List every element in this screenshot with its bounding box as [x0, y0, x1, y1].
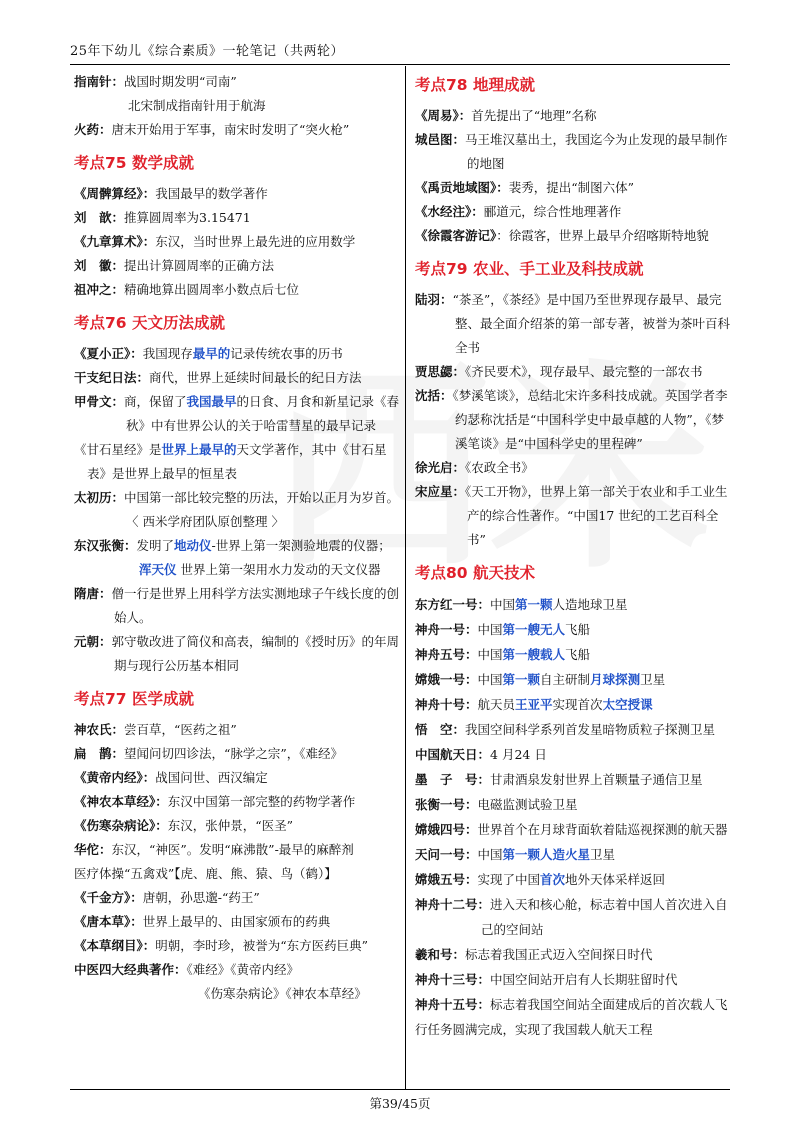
desc: 中国 [477, 847, 503, 862]
list-item [74, 182, 400, 206]
term: 太初历： [74, 490, 125, 505]
desc: 世界上第一架用水力发动的天文仪器 [176, 562, 381, 577]
desc: 我国最早的数学著作 [155, 186, 268, 201]
desc: 中国空间站开启有人长期驻留时代 [490, 972, 678, 987]
desc: 中国 [477, 622, 503, 637]
desc: 战国问世、西汉编定 [155, 770, 268, 785]
list-item [74, 718, 400, 742]
term: 《徐霞客游记》 [415, 228, 497, 243]
entry-compass [74, 70, 400, 118]
desc: 我国现存 [142, 346, 193, 361]
list-item [74, 766, 400, 790]
desc: 中国 [477, 647, 503, 662]
list-item [74, 910, 400, 934]
desc: 《农政全书》 [465, 460, 534, 475]
desc: 是 [149, 442, 162, 457]
list-item [415, 592, 730, 617]
term: 指南针： [74, 74, 125, 89]
list-item [74, 630, 400, 678]
term: 墨 子 号： [415, 772, 491, 787]
desc: 卫星 [640, 672, 666, 687]
term: 神农氏： [74, 722, 125, 737]
list-item [415, 817, 730, 842]
list-item [74, 534, 400, 582]
desc: 郭守敬改进了简仪和高表，编制的《授时历》的年周期与现行公历基本相同 [111, 634, 400, 673]
desc: 电磁监测试验卫星 [477, 797, 578, 812]
page-header: 25年下幼儿《综合素质》一轮笔记（共两轮） [70, 44, 345, 59]
term: 《周易》： [415, 108, 472, 123]
list-item [415, 617, 730, 642]
term: 嫦娥五号： [415, 872, 478, 887]
highlight: 浑天仪 [139, 562, 177, 577]
list-item [74, 206, 400, 230]
desc: 标志着我国正式迈入空间探日时代 [465, 947, 653, 962]
list-item [415, 104, 730, 128]
desc: 标志着我国空间站全面建成后的首次载人飞行任务圆满完成，实现了我国载人航天工程 [415, 997, 728, 1037]
desc: 飞船 [565, 647, 591, 662]
list-item [415, 480, 730, 552]
section-heading-77: 考点77 医学成就 [74, 690, 194, 708]
desc: 战国时期发明“司南” [124, 74, 237, 89]
highlight: 第一颗 [502, 672, 541, 687]
list-item [415, 842, 730, 867]
list-item [415, 384, 730, 456]
term: 神舟十二号： [415, 897, 491, 912]
desc: 我国空间科学系列首发星暗物质粒子探测卫星 [465, 722, 716, 737]
desc: 实现了中国 [477, 872, 541, 887]
list-item [415, 942, 730, 967]
highlight: 太空授课 [602, 697, 653, 712]
term: 元朝： [74, 634, 112, 649]
term: 《九章算术》： [74, 234, 156, 249]
term: 神舟五号： [415, 647, 478, 662]
term: 神舟十号： [415, 697, 478, 712]
list-item [415, 717, 730, 742]
desc: 飞船 [565, 622, 591, 637]
list-item [74, 342, 400, 366]
term: 甲骨文： [74, 394, 125, 409]
desc: 《齐民要术》，现存最早、最完整的一部农书 [465, 364, 703, 379]
list-item [74, 438, 400, 486]
term: 沈括： [415, 388, 453, 403]
desc: 的日食、月食和新星记录《春秋》中有世界公认的关于哈雷彗星的最早记录 [126, 394, 400, 433]
desc: 天文学著作，其中《甘石星表》是世界上最早的恒星表 [87, 442, 387, 481]
desc: 人造地球卫星 [552, 597, 628, 612]
term: 《黄帝内经》： [74, 770, 156, 785]
term: 神舟十五号： [415, 997, 491, 1012]
highlight: 地动仪 [174, 538, 212, 553]
footer-rule [70, 1089, 730, 1090]
desc: 实现首次 [552, 697, 603, 712]
highlight: 王亚平 [515, 697, 553, 712]
desc: 唐末开始用于军事，南宋时发明了“突火枪” [111, 122, 350, 137]
highlight: 第一颗 [515, 597, 553, 612]
section-heading-80: 考点80 航天技术 [415, 564, 535, 582]
list-item [415, 288, 730, 360]
list-item [415, 360, 730, 384]
desc: 4 月24 日 [490, 747, 547, 762]
term: 城邑图： [415, 132, 466, 147]
desc: 商代，世界上延续时间最长的纪日方法 [149, 370, 362, 385]
term: 中医四大经典著作： [74, 962, 187, 977]
list-item [415, 692, 730, 717]
desc: 望闻问切四诊法，“脉学之宗”，《难经》 [124, 746, 344, 761]
section-heading-79: 考点79 农业、手工业及科技成就 [415, 260, 644, 278]
desc: 唐朝，孙思邈-“药王” [142, 890, 260, 905]
desc: 尝百草，“医药之祖” [124, 722, 237, 737]
list-item [74, 886, 400, 910]
desc: 世界首个在月球背面软着陆巡视探测的航天器 [477, 822, 728, 837]
list-item [74, 486, 400, 534]
desc: 裴秀，提出“制图六体” [508, 180, 635, 195]
term: 宋应星： [415, 484, 466, 499]
desc: 郦道元，综合性地理著作 [483, 204, 622, 219]
term: 扁 鹊： [74, 746, 125, 761]
term: 《唐本草》： [74, 914, 143, 929]
list-item [74, 254, 400, 278]
space-list [415, 592, 730, 1042]
term: 贾思勰： [415, 364, 466, 379]
desc: 首先提出了“地理”名称 [471, 108, 597, 123]
term: 《水经注》： [415, 204, 484, 219]
term: 天问一号： [415, 847, 478, 862]
desc: 中国 [477, 672, 503, 687]
desc: 商，保留了 [124, 394, 187, 409]
desc: 东汉，当时世界上最先进的应用数学 [155, 234, 356, 249]
desc: 发明了 [136, 538, 175, 553]
term: 《神农本草经》： [74, 794, 168, 809]
desc: 记录传统农事的历书 [230, 346, 343, 361]
desc: “茶圣”，《茶经》是中国乃至世界现存最早、最完整、最全面介绍茶的第一部专著，被誉为茶叶百科全书 [452, 292, 731, 355]
desc: 马王堆汉墓出土，我国迄今为止发现的最早制作的地图 [465, 132, 728, 171]
desc: 《难经》《黄帝内经》 [186, 962, 300, 977]
desc: 甘肃酒泉发射世界上首颗量子通信卫星 [490, 772, 703, 787]
desc: 推算圆周率为3.15471 [124, 210, 251, 225]
page-number: 第39/45页 [369, 1096, 431, 1111]
desc: 世界上最早的、由国家颁布的药典 [142, 914, 331, 929]
desc: 航天员 [477, 697, 516, 712]
highlight: 第一艘无人 [502, 622, 566, 637]
list-item [415, 792, 730, 817]
desc: 医疗体操“五禽戏”【虎、鹿、熊、猿、鸟（鹤）】 [74, 866, 337, 881]
desc: 中国 [490, 597, 516, 612]
term: 火药： [74, 122, 112, 137]
term: 嫦娥一号： [415, 672, 478, 687]
term: 悟 空： [415, 722, 466, 737]
list-item [415, 456, 730, 480]
desc: 东汉中国第一部完整的药物学著作 [167, 794, 356, 809]
desc: -世界上第一架测验地震的仪器； [211, 538, 391, 553]
term: 神舟十三号： [415, 972, 491, 987]
desc: 提出计算圆周率的正确方法 [124, 258, 275, 273]
term: 刘 徽： [74, 258, 125, 273]
list-item [74, 366, 400, 390]
list-item [415, 200, 730, 224]
highlight: 我国最早 [186, 394, 237, 409]
list-item [415, 642, 730, 667]
desc: 东汉，张仲景，“医圣” [167, 818, 294, 833]
term: 华佗： [74, 842, 112, 857]
list-item [74, 790, 400, 814]
term: 《夏小正》： [74, 346, 143, 361]
term: 陆羽： [415, 292, 453, 307]
list-item [415, 176, 730, 200]
list-item [74, 582, 400, 630]
desc: 精确地算出圆周率小数点后七位 [124, 282, 300, 297]
list-item [74, 934, 400, 958]
list-item [415, 867, 730, 892]
term: 张衡一号： [415, 797, 478, 812]
desc: 《梦溪笔谈》，总结北宋许多科技成就。英国学者李约瑟称沈括是“中国科学史中最卓越的人物”，《梦溪笔谈》是“中国科学史的里程碑” [452, 388, 728, 451]
highlight: 第一艘载人 [502, 647, 566, 662]
term: 《千金方》： [74, 890, 143, 905]
term: 隋唐： [74, 586, 112, 601]
desc: 中国第一部比较完整的历法，开始以正月为岁首。〈 西米学府团队原创整理 〉 [124, 490, 400, 529]
highlight: 月球探测 [590, 672, 641, 687]
term: 羲和号： [415, 947, 466, 962]
list-item [415, 128, 730, 176]
list-item [74, 278, 400, 302]
term: 祖冲之： [74, 282, 125, 297]
desc: 进入天和核心舱，标志着中国人首次进入自己的空间站 [481, 897, 728, 937]
term: 东汉张衡： [74, 538, 137, 553]
header-rule [70, 64, 730, 65]
list-item [415, 892, 730, 942]
left-column [74, 70, 400, 1006]
entry-gunpowder [74, 118, 400, 142]
desc: ：徐霞客，世界上最早介绍喀斯特地貌 [496, 228, 709, 243]
desc: 自主研制 [540, 672, 591, 687]
list-item [74, 838, 400, 862]
desc-cont: 北宋制成指南针用于航海 [128, 98, 266, 113]
list-item [74, 742, 400, 766]
term: 干支纪日法： [74, 370, 150, 385]
desc: 地外天体采样返回 [565, 872, 666, 887]
desc: 《天工开物》，世界上第一部关于农业和手工业生产的综合性著作。“中国17 世纪的工艺百科全书” [465, 484, 728, 547]
list-item [415, 667, 730, 692]
section-heading-75: 考点75 数学成就 [74, 154, 194, 172]
list-item [415, 224, 730, 248]
list-item [74, 390, 400, 438]
list-item [74, 230, 400, 254]
section-heading-78: 考点78 地理成就 [415, 76, 535, 94]
list-item [74, 958, 400, 1006]
term: 《周髀算经》： [74, 186, 156, 201]
term: 《甘石星经》 [74, 442, 150, 457]
desc: 僧一行是世界上用科学方法实测地球子午线长度的创始人。 [111, 586, 400, 625]
highlight: 世界上最早的 [161, 442, 237, 457]
term: 中国航天日： [415, 747, 491, 762]
highlight: 首次 [540, 872, 566, 887]
list-item [74, 862, 400, 886]
list-item [415, 742, 730, 767]
desc: 卫星 [590, 847, 616, 862]
right-column [415, 70, 730, 1042]
highlight: 第一颗人造火星 [502, 847, 591, 862]
term: 徐光启： [415, 460, 466, 475]
highlight: 最早的 [192, 346, 231, 361]
desc: 东汉，“神医”。发明“麻沸散”-最早的麻醉剂 [111, 842, 354, 857]
column-divider [405, 66, 406, 1089]
term: 嫦娥四号： [415, 822, 478, 837]
term: 《本草纲目》： [74, 938, 156, 953]
term: 东方红一号： [415, 597, 491, 612]
desc-cont: 《伤寒杂病论》《神农本草经》 [198, 986, 367, 1001]
list-item [415, 767, 730, 792]
term: 刘 歆： [74, 210, 125, 225]
section-heading-76: 考点76 天文历法成就 [74, 314, 225, 332]
term: 《禹贡地域图》： [415, 180, 509, 195]
term: 《伤寒杂病论》： [74, 818, 168, 833]
term: 神舟一号： [415, 622, 478, 637]
list-item [415, 992, 730, 1042]
list-item [415, 967, 730, 992]
list-item [74, 814, 400, 838]
desc: 明朝，李时珍，被誉为“东方医药巨典” [155, 938, 369, 953]
